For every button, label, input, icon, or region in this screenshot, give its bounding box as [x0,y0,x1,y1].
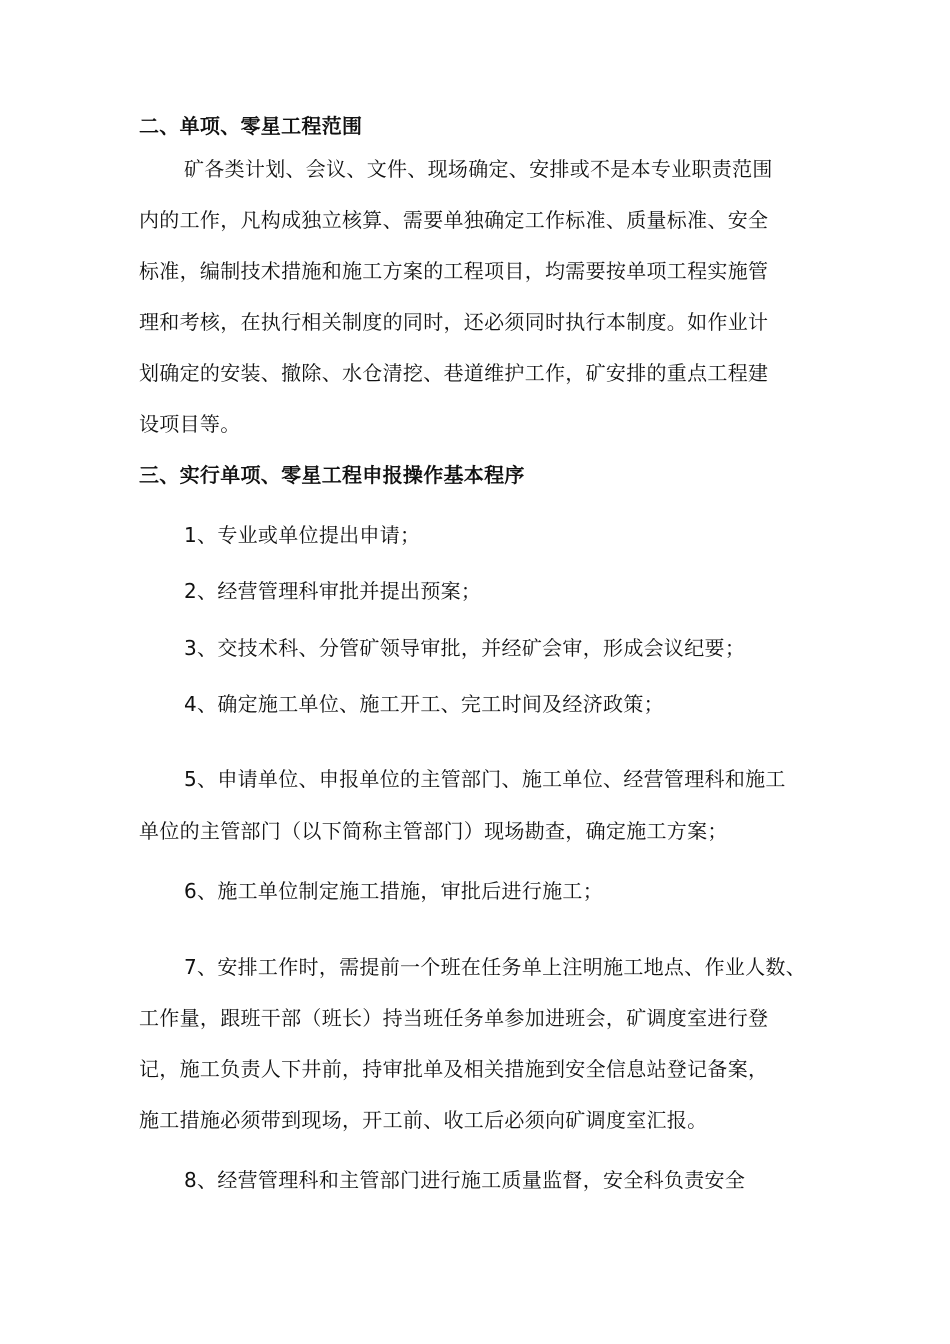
step-2: 2、经营管理科审批并提出预案； [184,579,482,603]
section-2-paragraph-line: 划确定的安装、撤除、水仓清挖、巷道维护工作，矿安排的重点工程建 [139,361,769,385]
section-2-paragraph-line: 内的工作，凡构成独立核算、需要单独确定工作标准、质量标准、安全 [139,208,769,232]
section-2-paragraph-line: 设项目等。 [139,412,241,436]
step-7-line: 7、安排工作时，需提前一个班在任务单上注明施工地点、作业人数、 [184,955,807,979]
section-2-paragraph-line: 矿各类计划、会议、文件、现场确定、安排或不是本专业职责范围 [184,157,773,181]
section-3-heading: 三、实行单项、零星工程申报操作基本程序 [139,463,525,487]
step-7-line: 记，施工负责人下井前，持审批单及相关措施到安全信息站登记备案， [139,1057,769,1081]
step-8-line: 8、经营管理科和主管部门进行施工质量监督，安全科负责安全 [184,1168,746,1192]
step-5-line: 单位的主管部门（以下简称主管部门）现场勘查，确定施工方案； [139,819,728,843]
section-2-heading: 二、单项、零星工程范围 [139,114,363,138]
section-2-paragraph-line: 理和考核，在执行相关制度的同时，还必须同时执行本制度。如作业计 [139,310,769,334]
section-2-paragraph-line: 标准，编制技术措施和施工方案的工程项目，均需要按单项工程实施管 [139,259,769,283]
step-6: 6、施工单位制定施工措施，审批后进行施工； [184,879,604,903]
step-3: 3、交技术科、分管矿领导审批，并经矿会审，形成会议纪要； [184,636,746,660]
step-7-line: 施工措施必须带到现场，开工前、收工后必须向矿调度室汇报。 [139,1108,708,1132]
step-7-line: 工作量，跟班干部（班长）持当班任务单参加进班会，矿调度室进行登 [139,1006,769,1030]
step-5-line: 5、申请单位、申报单位的主管部门、施工单位、经营管理科和施工 [184,767,786,791]
step-1: 1、专业或单位提出申请； [184,523,421,547]
step-4: 4、确定施工单位、施工开工、完工时间及经济政策； [184,692,664,716]
